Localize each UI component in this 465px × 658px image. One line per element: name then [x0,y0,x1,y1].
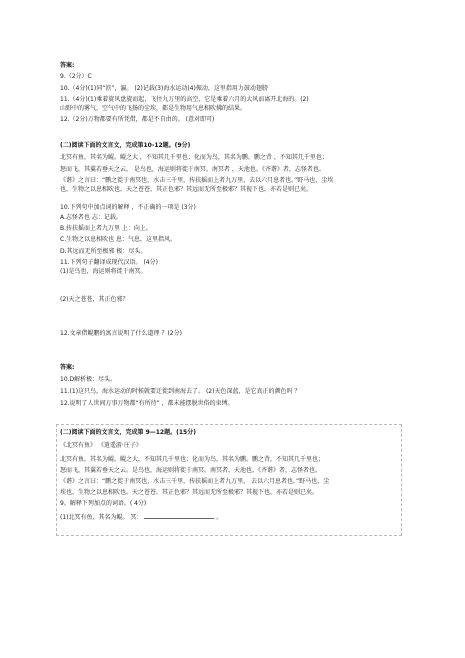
question-9-item-text: (1)北冥有鱼，其名为鲲。 冥： [60,514,143,521]
answer-1-line: 12.（2分)万物都要有所凭借，都是不自由的。 (意对即可) [60,116,215,123]
answers-1-label: 答案: [60,62,75,69]
passage-2-line: 《谐》之言曰：“鹏之徙于南冥也，水击三千里，抟扶摇而上者九万里， 去以六月息者也。”野马也，尘 [60,478,330,485]
passage-1-line: 也，生物之以息相吹也。天之苍苍，其正色邪？其远而无所至极邪？其视下也，亦若是则已矣。 [60,186,313,193]
passage-1-line: 北冥有鱼，其名为鲲。鲲之大 ，不知其几千里也；化而为鸟，其名为鹏。鹏之背 ，不知其几千里也； [60,154,328,161]
answers-2-label: 答案: [60,364,75,371]
question-10-option: B.抟扶摇而上者九万里 上：向上。 [60,225,152,232]
answer-2-line: 11.(1)这只鸟，海水运动的时候就要迁徙到南海去了。 (2)天色深蓝，是它真正的颜色吗 ？ [60,388,301,395]
answer-2-line: 10.D解析极：尽头。 [60,376,117,383]
passage-2-line: 怒而飞，其翼若垂天之云。是鸟也，海运则将徙于南冥。南冥者，天池也。《齐谐》者，志怪者也。 [60,467,322,474]
question-10-option: C.生物之以息相吹也 息：气息，这里指风。 [60,236,177,243]
answer-1-line: 9.（2分）C [60,73,92,80]
passage-1-line: 怒而飞，其翼若垂天之云。 是鸟也，海运则将徙于南冥。南冥者 ，天池也。《齐谐》者，志怪者也。 [60,166,325,173]
reading-2-title-row: 《北冥有鱼》 《逍遥游·庄子》 [60,442,142,449]
question-12-title: 12.文章借鲲鹏的寓言说明了什么道理 ？(2分) [60,330,182,337]
question-10-option: D.其远而无所至极邪 极：尽头。 [60,248,147,255]
question-11-title: 11.下列句子翻译成现代汉语。 (4分) [60,259,158,266]
passage-2-line: 埃也，生物之以息相吹也。天之苍苍，其正色邪？其远而无所至极邪？其视下也，亦若是则已矣。 [60,489,319,496]
question-11-item-2: (2)天之苍苍，其正色邪？ [60,296,129,303]
question-10-option: A.志怪者也 志：记载。 [60,214,122,221]
reading-2-heading: (二)阅读下面的文言文，完成第 9—12题。(15分) [60,429,196,436]
question-9-title: 9。解释下列加点的词语。( 4分) [60,500,147,507]
answer-1-line: 11.（4分)(1)乘着旋风盘旋而起，飞往九万里的高空，它是乘着六月的大风而离开北海的。(2) [60,96,309,103]
question-11-item-1: (1)是鸟也，海运则将徙于南冥。 [60,268,147,275]
answer-1-line: 山野中的雾气，空气中的飞扬的尘埃，都是生物用气息相吹拂的结果。 [60,105,247,112]
answer-2-line: 12.说明了人世间万事万物都“有所待” ，都未能摆脱世俗的束缚。 [60,400,234,407]
question-9-item [60,512,222,522]
passage-1-line: 《谐》之言曰：“鹏之徙于南冥也，水击三千里，抟扶摇而上者九万里，去以六月息者也。”野马也，尘埃 [60,177,334,184]
passage-2-line: 北冥有鱼，其名为鲲。鲲之大，不知其几千里也；化而为鸟，其名为鹏。鹏之背，不知其几千里也； [60,456,325,463]
answer-1-line: 10.（4分)(1)同“滨”，瀛。 (2)记载(3)海水运动(4)振动，这里指用力鼓动翅膀 [60,85,268,92]
question-9-end: 。 [216,514,223,521]
question-10-title: 10.下列句中加点词的解释 ，不正确的一项是 (3分) [60,204,196,211]
reading-1-heading: (二)阅读下面的文言文，完成第10-12题。(9分) [60,142,191,149]
answer-blank[interactable] [144,512,214,519]
